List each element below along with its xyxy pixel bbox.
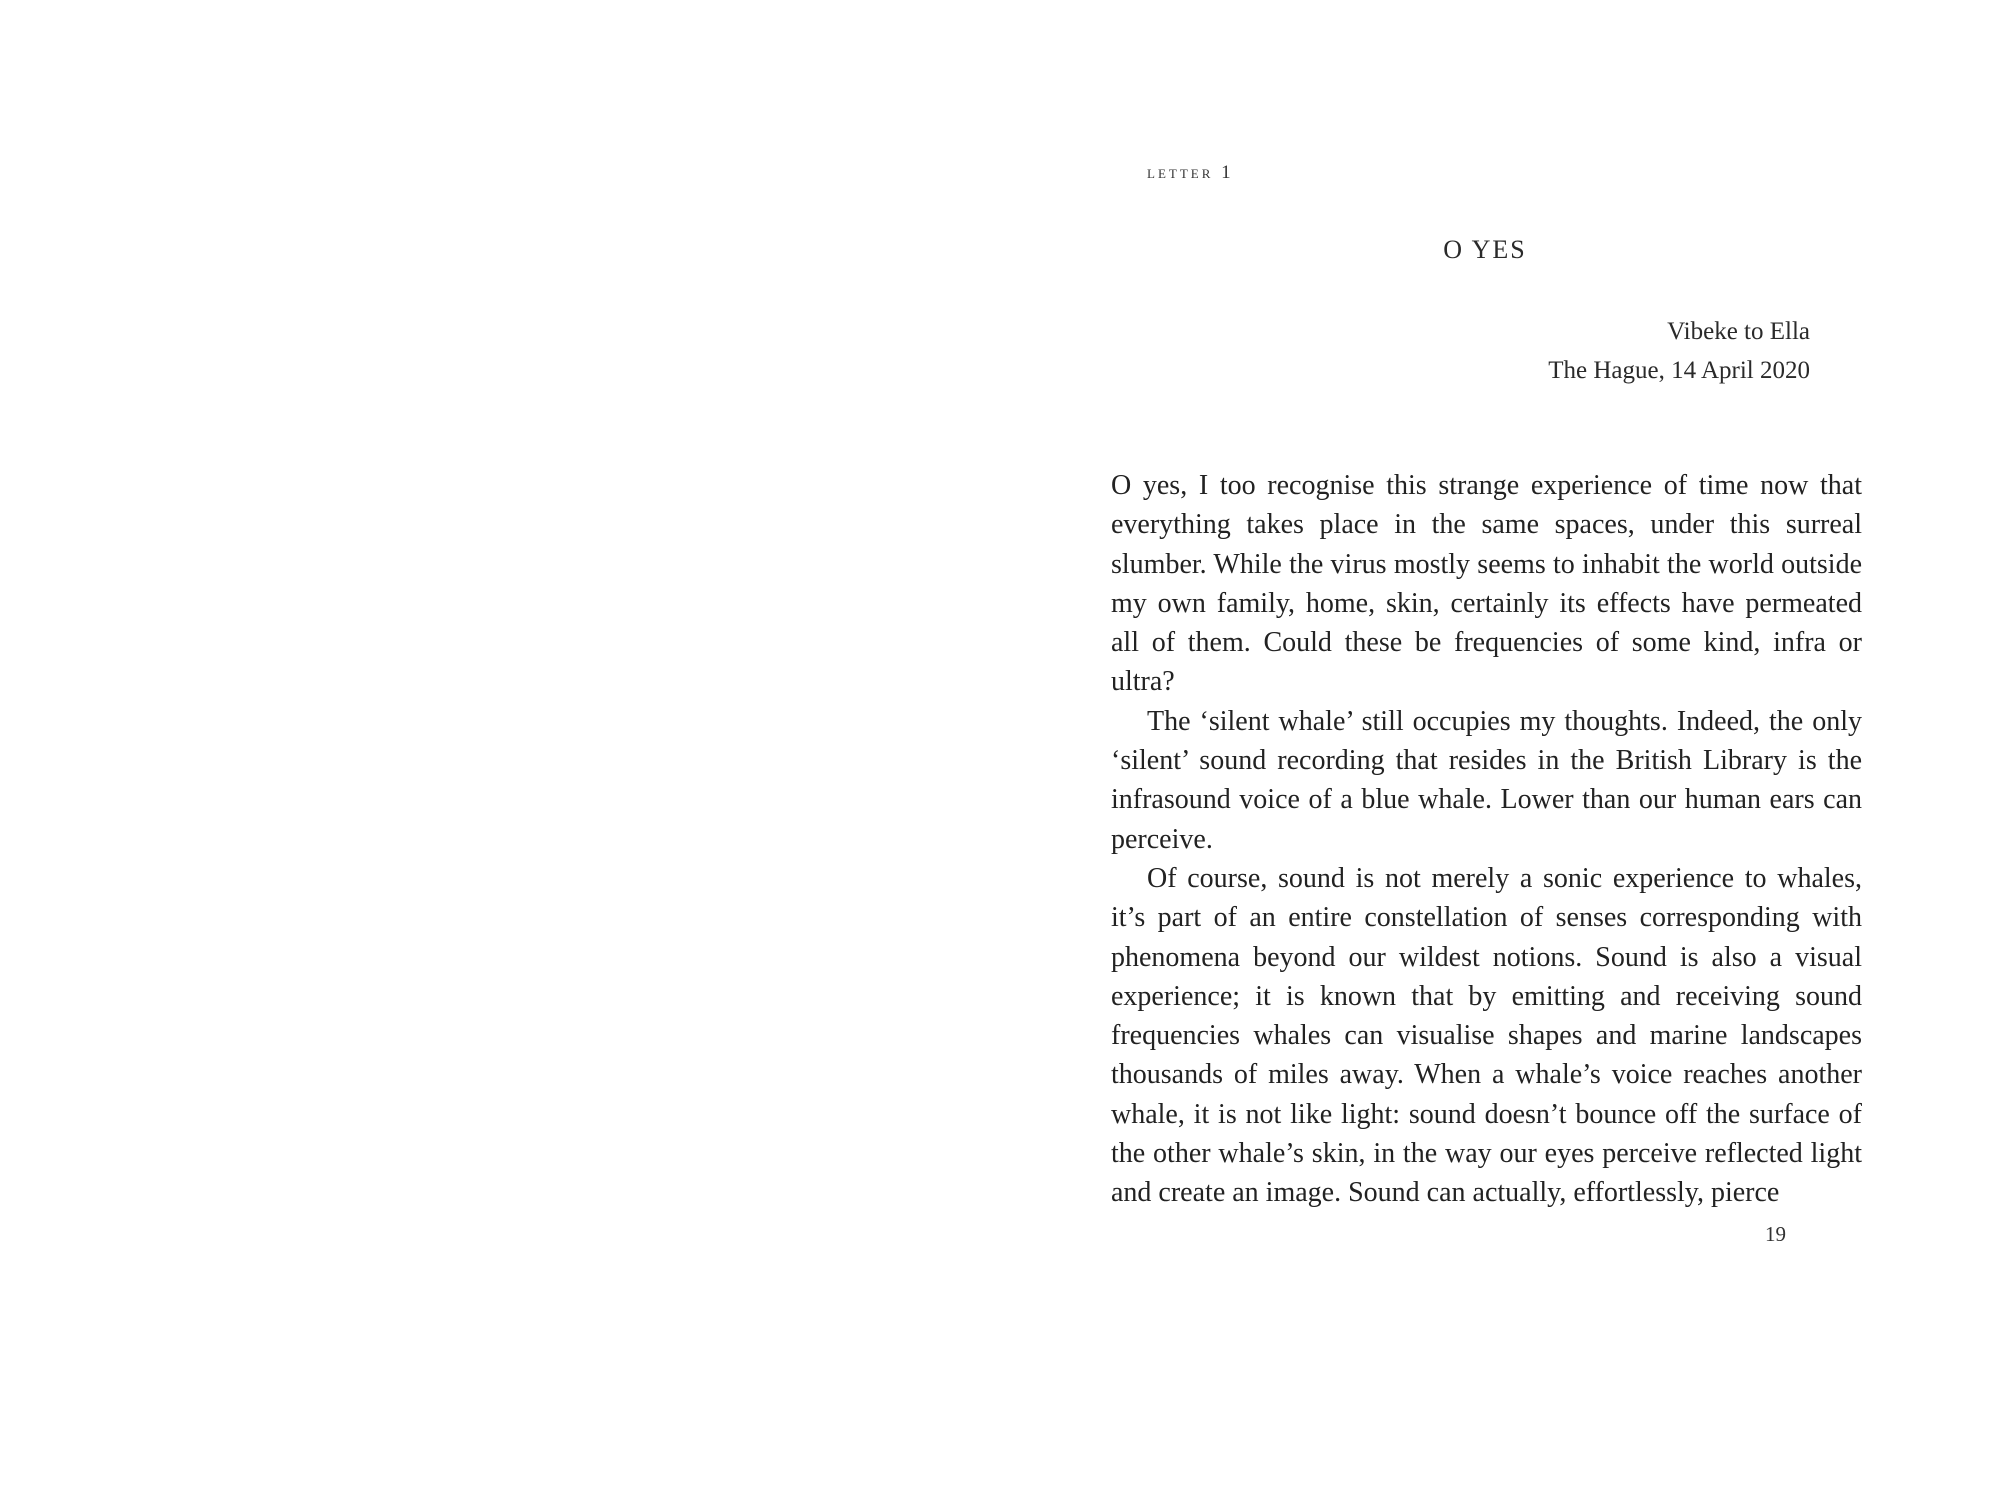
right-page [1000, 0, 2000, 1500]
page-number: 19 [1765, 1222, 1786, 1246]
paragraph-2: The ‘silent whale’ still occupies my thoughts. Indeed, the only ‘silent’ sound recording that resides in the British Library is the infrasound voice of a blue whale. Lower than our human ears can perceive. [1111, 705, 1862, 855]
paragraph-1: O yes, I too recognise this strange experience of time now that everything takes place in the same spaces, under this surreal slumber. While the virus mostly seems to inhabit the world outside my own family, home, skin, certainly its effects have permeated all of them. Could these be frequencies of some kind, infra or ultra? [1111, 470, 1862, 698]
running-head: letter 1 [1147, 162, 1234, 183]
dateline [1548, 312, 1810, 390]
chapter-title: O YES [1443, 235, 1527, 264]
dateline-sender-recipient: Vibeke to Ella [1667, 318, 1810, 345]
dateline-place-date: The Hague, 14 April 2020 [1548, 357, 1810, 384]
paragraph-3: Of course, sound is not merely a sonic experience to whales, it’s part of an entire constellation of senses corresponding with phenomena beyond our wildest notions. Sound is also a visual experience; it is known that by emitting and receiving sound frequencies whales can visualise shapes and marine landscapes thousands of miles away. When a whale’s voice reaches another whale, it is not like light: sound doesn’t bounce off the surface of the other whale’s skin, in the way our eyes perceive reflected light and create an image. Sound can actually, effortlessly, pierce [1111, 862, 1862, 1209]
letter-body [1111, 466, 1862, 1213]
